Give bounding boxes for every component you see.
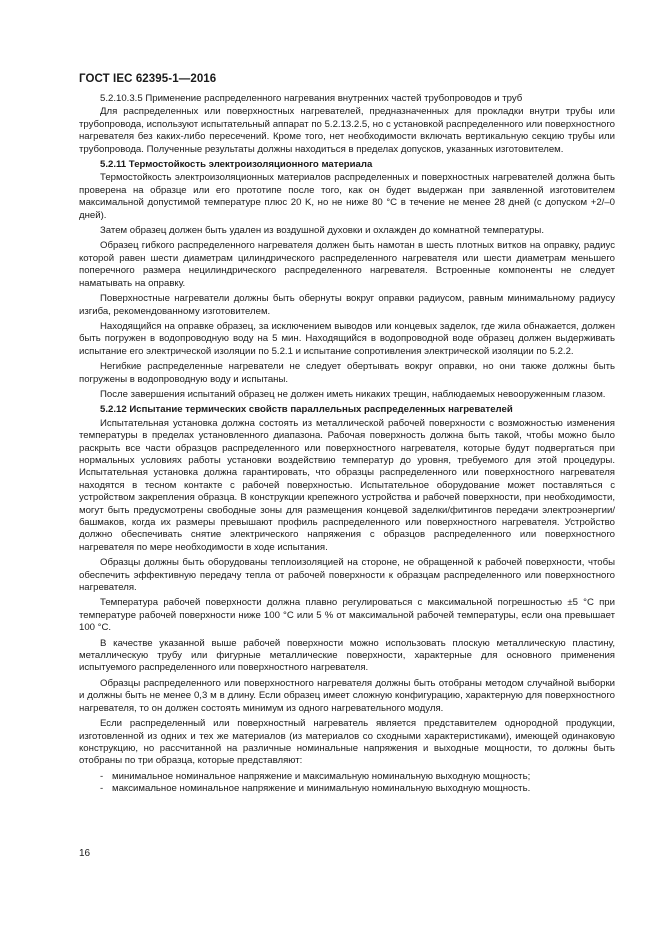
paragraph: Образец гибкого распределенного нагревателя должен быть намотан в шесть плотных витков на оправку, радиус которой равен шести диаметрам цилиндрического распределенного нагревателя или шести диаметрам меньшего поперечного размера нецилиндрического распределенного нагревателя. Встроенные компоненты не следует наматывать на оправку. <box>79 240 615 289</box>
paragraph: Для распределенных или поверхностных нагревателей, предназначенных для прокладки внутри трубы или трубопровода, используют испытательный аппарат по 5.2.13.2.5, но с установкой распределенного или поверхностного нагревателя без каких-либо пересечений. Кроме того, нет необходимости включать вертикальную секцию трубы или трубопровода. Полученные результаты должны находиться в пределах допусков, указанных изготовителем. <box>79 106 615 155</box>
page-number: 16 <box>79 848 91 859</box>
document-body <box>79 93 615 796</box>
paragraph: Затем образец должен быть удален из воздушной духовки и охлажден до комнатной температуры. <box>100 225 544 237</box>
section-container <box>79 93 615 768</box>
document-header: ГОСТ IEC 62395-1—2016 <box>79 73 217 85</box>
list-item: - максимальное номинальное напряжение и минимальную номинальную выходную мощность. <box>100 783 615 795</box>
paragraph: Температура рабочей поверхности должна плавно регулироваться с максимальной погрешностью ±5 °С при температуре рабочей поверхности ниже 100 °С или 5 % от максимальной рабочей температуры, если она превышает 100 °С. <box>79 597 615 634</box>
paragraph: Термостойкость электроизоляционных материалов распределенных и поверхностных нагревателей должна быть проверена на образце или его прототипе после того, как он будет выдержан при заявленной изготовителем максимальной допустимой температуре плюс 20 K, но не ниже 80 °С в течение не менее 28 дней (с допуском +2/–0 дней). <box>79 172 615 221</box>
paragraph: Образцы распределенного или поверхностного нагревателя должны быть отобраны методом случайной выборки и должны быть не менее 0,3 м в длину. Если образец имеет сложную конфигурацию, характерную для поверхностного нагревателя, то он должен состоять минимум из одного нагревательного модуля. <box>79 677 615 714</box>
paragraph: Находящийся на оправке образец, за исключением выводов или концевых заделок, где жила обнажается, должен быть погружен в водопроводную воду на 5 мин. Находящийся в водопроводной воде образец должен выдерживать испытание его электрической изоляции по 5.2.1 и испытание сопротивления электрической изоляции по 5.2.2. <box>79 320 615 357</box>
paragraph: Поверхностные нагреватели должны быть обернуты вокруг оправки радиусом, равным минимальному радиусу изгиба, рекомендованному изготовителем. <box>79 293 615 317</box>
section-heading: 5.2.12 Испытание термических свойств параллельных распределенных нагревателей <box>100 404 513 416</box>
paragraph: В качестве указанной выше рабочей поверхности можно использовать плоскую металлическую пластину, металлическую трубу или фигурные металлические поверхности, характерные для основного применения испытуемого распределенного или поверхностного нагревателя. <box>79 637 615 674</box>
paragraph: Испытательная установка должна состоять из металлической рабочей поверхности с возможностью изменения температуры в пределах установленного диапазона. Рабочая поверхность должна быть такой, чтобы можно было раскрыть все части образцов распределенного или поверхностного нагревателя, которые будут подвергаться при нормальных условиях работы установки воздействию температур до уровня, требуемого для этой процедуры. Испытательная установка должна гарантировать, что образцы распределенного или поверхностного нагревателя находятся в тесном контакте с рабочей поверхностью. Испытательное оборудование может поставляться с устройством закрепления образца. В конструкции крепежного устройства и рабочей поверхности, при необходимости, могут быть предусмотрены свободные зоны для размещения концевой заделки/фитингов передачи электроэнергии/башмаков, когда их размеры превышают профиль распределенного или поверхностного нагревателя. Устройство должно обеспечивать снятие электрического напряжения с образцов распределенного или поверхностного нагревателя по мере необходимости в ходе испытания. <box>79 417 615 553</box>
paragraph: Если распределенный или поверхностный нагреватель является представителем однородной продукции, изготовленной из одних и тех же материалов (из материалов со сходными характеристиками), имеющей одинаковую конструкцию, но рассчитанной на различные номинальные напряжения и выходные мощности, то должны быть отобраны по три образца, которые представляют: <box>79 718 615 767</box>
paragraph: Образцы должны быть оборудованы теплоизоляцией на стороне, не обращенной к рабочей поверхности, чтобы обеспечить эффективную передачу тепла от рабочей поверхности к образцам распределенного или поверхностного нагревателя. <box>79 557 615 594</box>
paragraph: После завершения испытаний образец не должен иметь никаких трещин, наблюдаемых невооруженным глазом. <box>100 388 606 400</box>
section-heading: 5.2.11 Термостойкость электроизоляционного материала <box>100 159 373 171</box>
paragraph: Негибкие распределенные нагреватели не следует обертывать вокруг оправки, но они также должны быть погружены в водопроводную воду и испытаны. <box>79 361 615 385</box>
paragraph: 5.2.10.3.5 Применение распределенного нагревания внутренних частей трубопроводов и труб <box>100 93 523 104</box>
list-item: - минимальное номинальное напряжение и максимальную номинальную выходную мощность; <box>100 771 615 783</box>
bullet-list <box>79 771 615 796</box>
